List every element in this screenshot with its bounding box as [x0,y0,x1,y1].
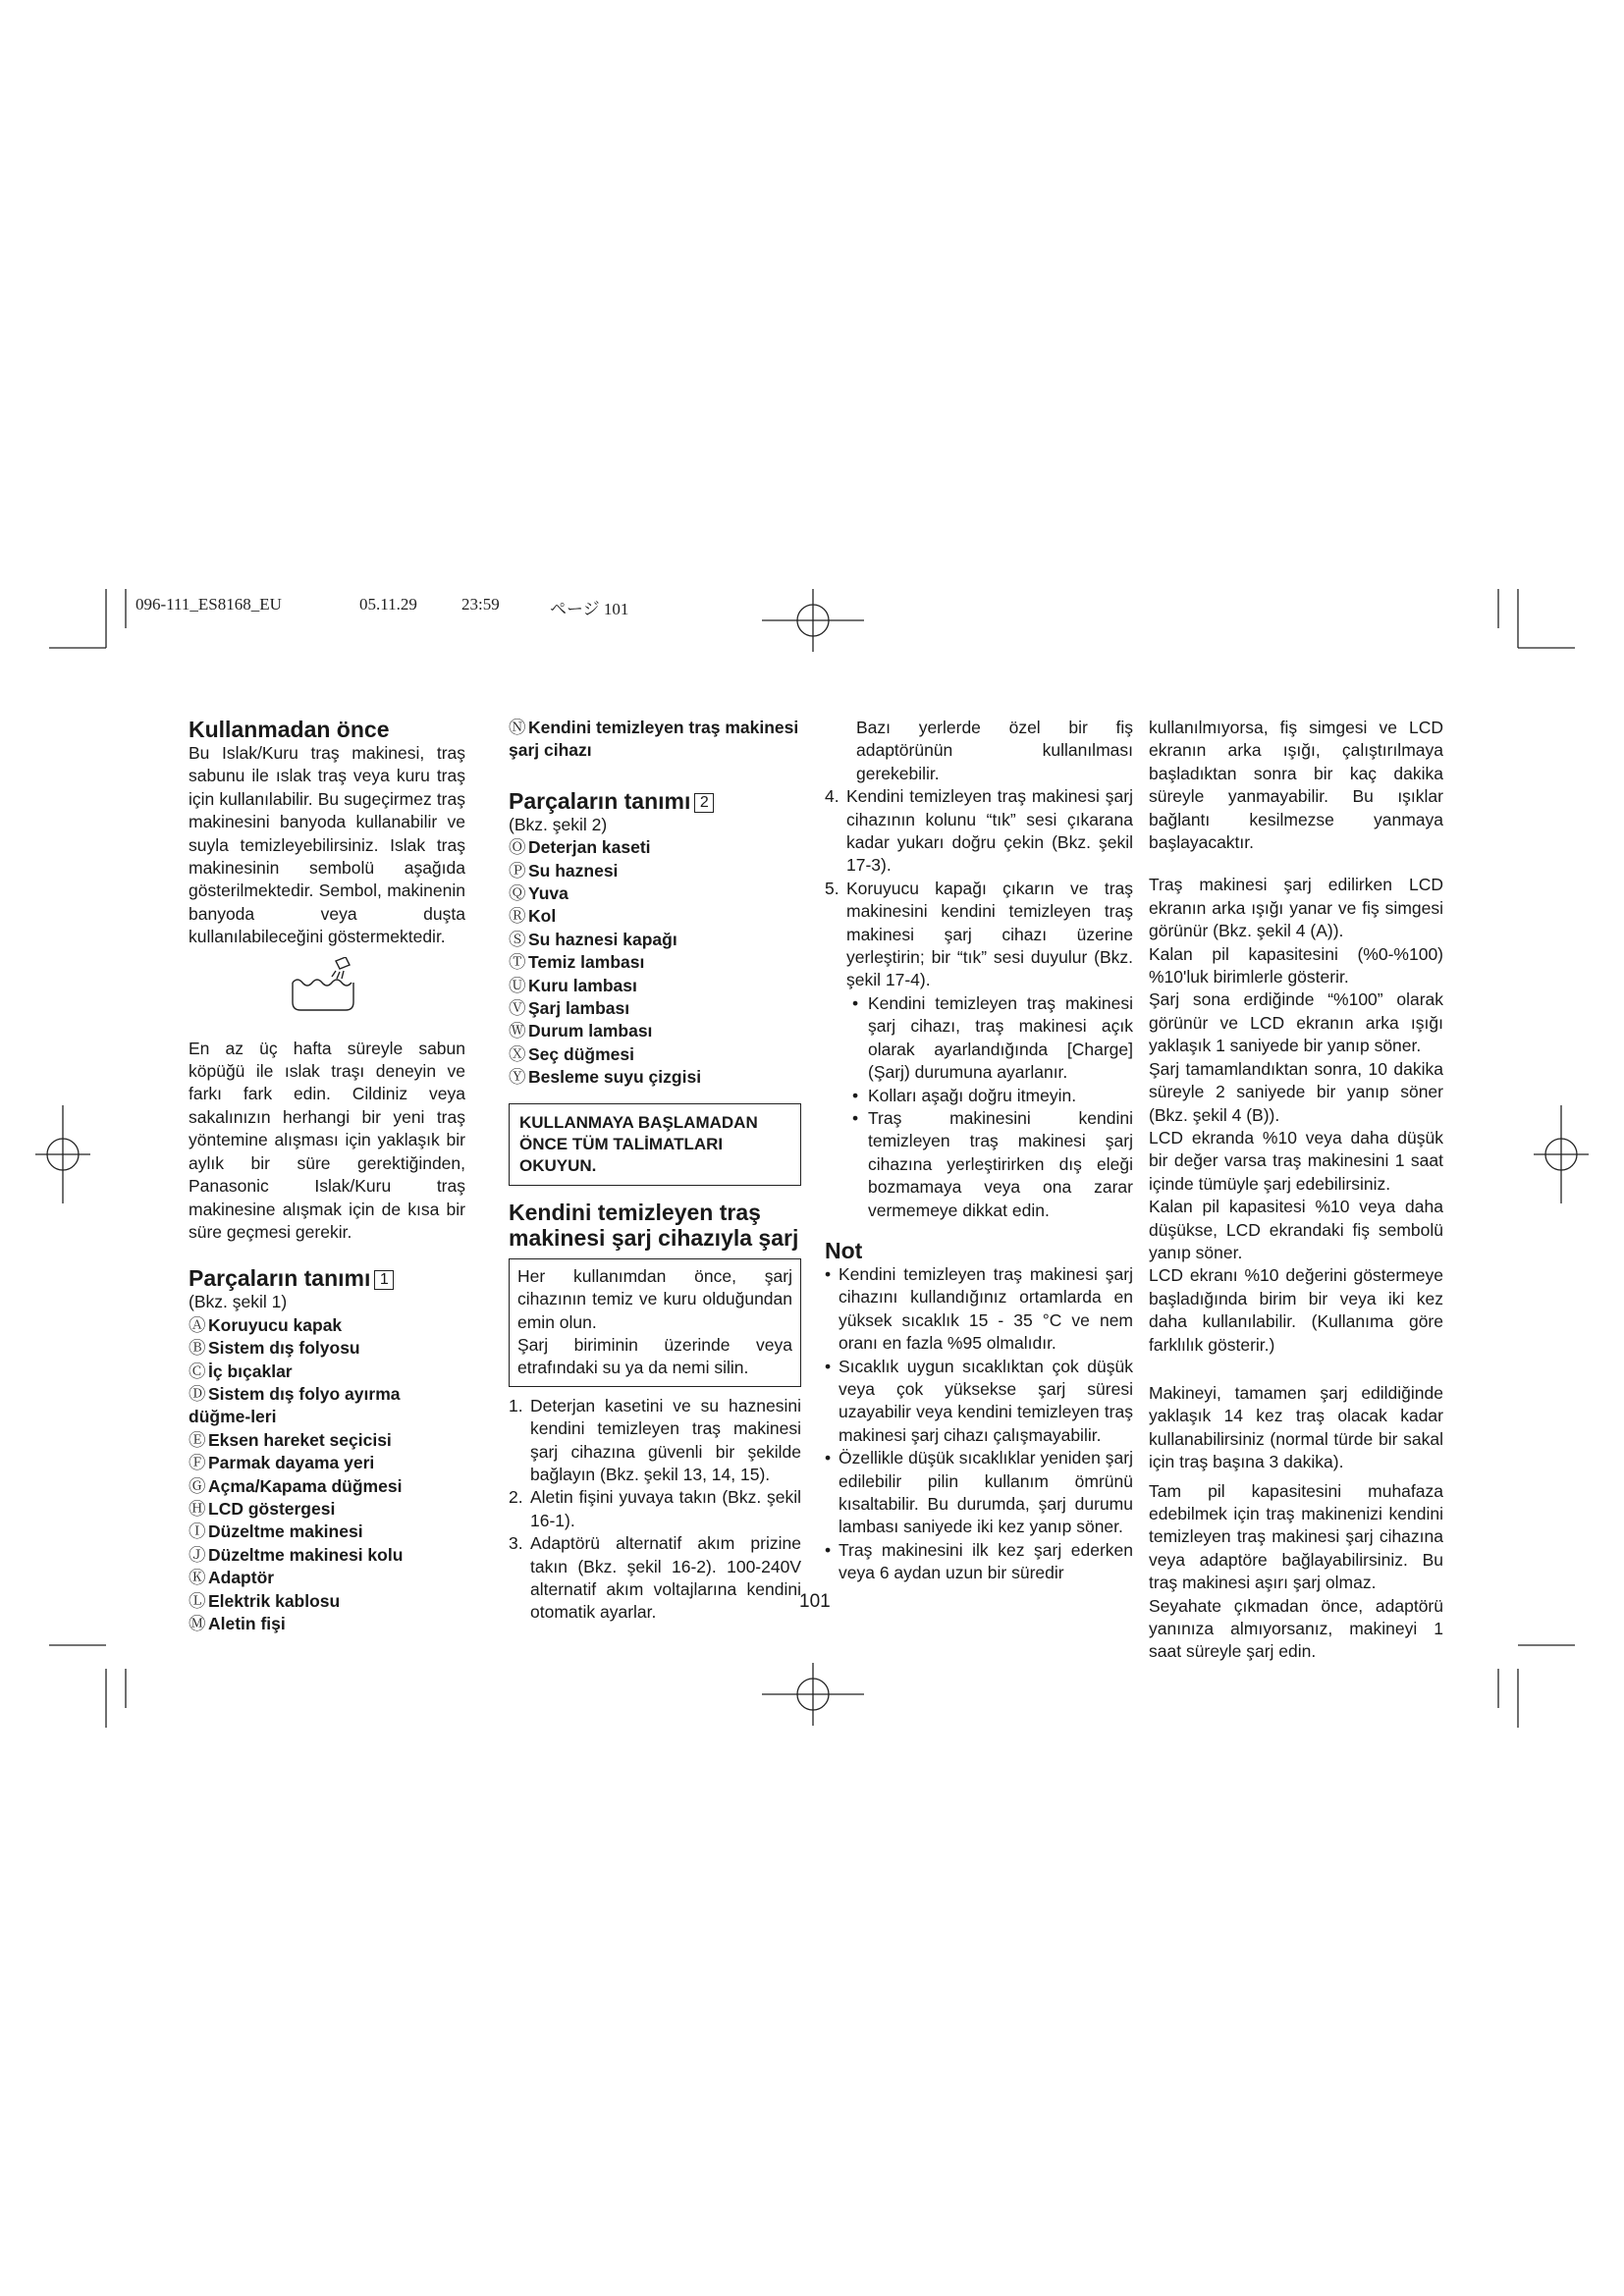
step-5-bullets [825,992,1133,1222]
parts-2-ref: (Bkz. şekil 2) [509,814,608,834]
warning-box: KULLANMAYA BAŞLAMADAN ÖNCE TÜM TALİMATLARI OKUYUN. [509,1103,801,1186]
list-item: Ⓘ Düzeltme makinesi [189,1522,363,1542]
figure-number-1: 1 [374,1270,394,1290]
list-item: Ⓝ Kendini temizleyen traş makinesi şarj cihazı [509,718,799,761]
list-item: Ⓨ Besleme suyu çizgisi [509,1067,702,1088]
column-1 [189,717,465,1635]
bullet-item: • Traş makinesini ilk kez şarj ederken veya 6 aydan uzun bir süredir [825,1539,1133,1585]
column-4 [1149,717,1443,1664]
list-item: Ⓕ Parmak dayama yeri [189,1453,375,1473]
list-item: Ⓤ Kuru lambası [509,975,637,995]
paragraph: Şarj sona erdiğinde “%100” olarak görünür ve LCD ekranın arka ışığı yaklaşık 1 saniyede bir yanıp söner. [1149,989,1443,1056]
reg-mark-right [1534,1105,1589,1203]
paragraph: Şarj tamamlandıktan sonra, 10 dakika süreyle 2 saniyede bir yanıp söner (Bkz. şekil 4 (B)). [1149,1058,1443,1125]
list-item: Ⓚ Adaptör [189,1568,275,1588]
section-title-parts-1: Parçaların tanımı 1 [189,1265,465,1291]
list-item: Ⓣ Temiz lambası [509,952,645,973]
list-item: Ⓑ Sistem dış folyosu [189,1338,360,1359]
charging-steps-1 [509,1395,801,1625]
bullet-item: • Özellikle düşük sıcaklıklar yeniden şarj edilebilir pilin kullanım ömrünü kısaltabilir. Bu durumda, şarj durumu lambası saniyede iki kez yanıp söner. [825,1447,1133,1539]
bullet-item: • Sıcaklık uygun sıcaklıktan çok düşük veya çok yüksekse şarj süresi uzayabilir veya kendini temizleyen traş makinesi şarj cihazı çalışmayabilir. [825,1356,1133,1448]
page-number: 101 [799,1591,831,1612]
column-3 [825,717,1133,1585]
list-item: Ⓐ Koruyucu kapak [189,1314,343,1335]
list-item: Ⓔ Eksen hareket seçicisi [189,1429,392,1450]
list-item: Ⓜ Aletin fişi [189,1614,286,1633]
step-item: 2. Aletin fişini yuvaya takın (Bkz. şekil 16-1). [509,1487,801,1530]
header-date: 05.11.29 [359,595,417,614]
step-item: 4. Kendini temizleyen traş makinesi şarj cihazının kolunu “tık” sesi çıkarana kadar yukarı doğru çekin (Bkz. şekil 17-3). [825,786,1133,876]
bullet-item: • Kendini temizleyen traş makinesi şarj cihazını kullandığınız ortamlarda en yüksek sıcaklık 15 - 35 °C ve nem oranı en fazla %95 olmalıdır. [825,1263,1133,1356]
list-item: Ⓛ Elektrik kablosu [189,1590,341,1611]
charger-notice-1: Her kullanımdan önce, şarj cihazının temiz ve kuru olduğundan emin olun. [517,1265,792,1332]
parts-1-ref: (Bkz. şekil 1) [189,1292,288,1312]
section-title-note: Not [825,1237,863,1263]
paragraph: Makineyi, tamamen şarj edildiğinde yaklaşık 14 kez traş olacak kadar kullanabilirsiniz (normal türde bir sakal için traş başına 3 dakika). [1149,1382,1443,1472]
paragraph: Kalan pil kapasitesi %10 veya daha düşükse, LCD ekrandaki fiş sembolü yanıp söner. [1149,1197,1443,1262]
parts-list-2 [509,836,801,1089]
section-title-charging: Kendini temizleyen traş makinesi şarj cihazıyla şarj [509,1199,799,1251]
list-item: Ⓓ Sistem dış folyo ayırma düğme-leri [189,1383,401,1427]
step-item: 5. Koruyucu kapağı çıkarın ve traş makinesini kendini temizleyen traş makinesi şarj cihazı üzerine yerleştirin; bir “tık” sesi duyulur (Bkz. şekil 17-4). [825,878,1133,990]
paragraph: LCD ekranı %10 değerini göstermeye başladığında birim bir veya iki kez daha kullanılabilir. (Kullanıma göre farklılık gösterir.) [1149,1265,1443,1355]
step-item: 3. Adaptörü alternatif akım prizine takın (Bkz. şekil 16-2). 100-240V alternatif akım voltajlarına kendini otomatik ayarlar. [509,1533,801,1623]
paragraph: Traş makinesi şarj edilirken LCD ekranın arka ışığı yanar ve fiş simgesi görünür (Bkz. şekil 4 (A)). [1149,875,1443,941]
list-item: Ⓗ LCD göstergesi [189,1498,336,1519]
header-page-label: ページ 101 [550,600,629,618]
figure-number-2: 2 [694,793,714,813]
list-item: Ⓠ Yuva [509,883,568,904]
list-item: Ⓧ Seç düğmesi [509,1043,634,1064]
list-item: Ⓦ Durum lambası [509,1021,653,1041]
list-item: Ⓡ Kol [509,906,557,927]
shower-bath-icon [189,957,465,1026]
paragraph: Tam pil kapasitesini muhafaza edebilmek için traş makinenizi kendini temizleyen traş makinesi şarj cihazına veya adaptöre bağlayabilirsiniz. Bu traş makinesi aşırı şarj olmaz. [1149,1480,1443,1593]
column-2 [509,717,801,1625]
after-icon-text: En az üç hafta süreyle sabun köpüğü ile ıslak traşı deneyin ve farkı fark edin. Cildiniz veya sakalınızın herhangi bir yeni traş yöntemine alışması için yaklaşık bir aylık bir süre gerektiğinden, Panasonic Islak/Kuru traş makinesine alışmak için de kısa bir süre geçmesi gerekir. [189,1038,465,1242]
paragraph: kullanılmıyorsa, fiş simgesi ve LCD ekranın arka ışığı, çalıştırılmaya başladıktan sonra bir kaç dakika süreyle yanmayabilir. Bu ışıklar bağlantı kesilmezse yanmaya başlayacaktır. [1149,718,1443,853]
list-item: Ⓒ İç bıçaklar [189,1361,293,1381]
parts-list-1-continued [509,717,801,763]
list-item: Ⓞ Deterjan kaseti [509,837,651,858]
list-item: Ⓢ Su haznesi kapağı [509,929,677,949]
section-title-parts-2: Parçaların tanımı 2 [509,788,801,814]
bullet-item: • Kendini temizleyen traş makinesi şarj cihazı, traş makinesi açık olarak ayarlandığında [Charge] (Şarj) durumuna ayarlanır. [846,992,1133,1085]
reg-mark-bottom [762,1663,864,1726]
list-item: Ⓖ Açma/Kapama düğmesi [189,1475,403,1496]
notes-list [825,1263,1133,1585]
header-file: 096-111_ES8168_EU [135,595,282,614]
list-item: Ⓙ Düzeltme makinesi kolu [189,1544,404,1565]
reg-mark-top [762,589,864,652]
intro-text: Bu Islak/Kuru traş makinesi, traş sabunu ile ıslak traş veya kuru traş için kullanılabilir. Bu sugeçirmez traş makinesini banyoda kullanabilir ve suyla temizleyebilirsiniz. Islak traş makinesinin sembolü aşağıda gösterilmektedir. Sembol, makinenin banyoda veya duşta kullanılabileceğini göstermektedir. [189,743,465,947]
bullet-item: • Kolları aşağı doğru itmeyin. [846,1085,1133,1107]
step-item: 1. Deterjan kasetini ve su haznesini kendini temizleyen traş makinesi şarj cihazına güvenli bir şekilde bağlayın (Bkz. şekil 13, 14, 15). [509,1395,801,1484]
paragraph: LCD ekranda %10 veya daha düşük bir değer varsa traş makinesini 1 saat içinde tümüyle şarj edebilirsiniz. [1149,1127,1443,1194]
paragraph: Seyahate çıkmadan önce, adaptörü yanınıza almıyorsanız, makineyi 1 saat süreyle şarj edin. [1149,1595,1443,1662]
plug-adaptor-text: Bazı yerlerde özel bir fiş adaptörünün kullanılması gerekebilir. [856,718,1133,783]
charger-notice-2: Şarj biriminin üzerinde veya etrafındaki su ya da nemi silin. [517,1334,792,1378]
list-item: Ⓟ Su haznesi [509,860,619,881]
parts-list-1 [189,1314,465,1636]
header-time: 23:59 [461,595,500,614]
bullet-item: • Traş makinesini kendini temizleyen traş makinesi şarj cihazına yerleştirirken dış eleği bozmamaya veya ona zarar vermemeye dikkat edin. [846,1107,1133,1222]
list-item: Ⓥ Şarj lambası [509,998,630,1019]
section-title-before-use: Kullanmadan önce [189,717,390,742]
paragraph: Kalan pil kapasitesini (%0-%100) %10'luk birimlerle gösterir. [1149,943,1443,988]
charging-steps-2 [825,785,1133,992]
reg-mark-left [35,1105,90,1203]
charger-notice-box [509,1258,801,1387]
